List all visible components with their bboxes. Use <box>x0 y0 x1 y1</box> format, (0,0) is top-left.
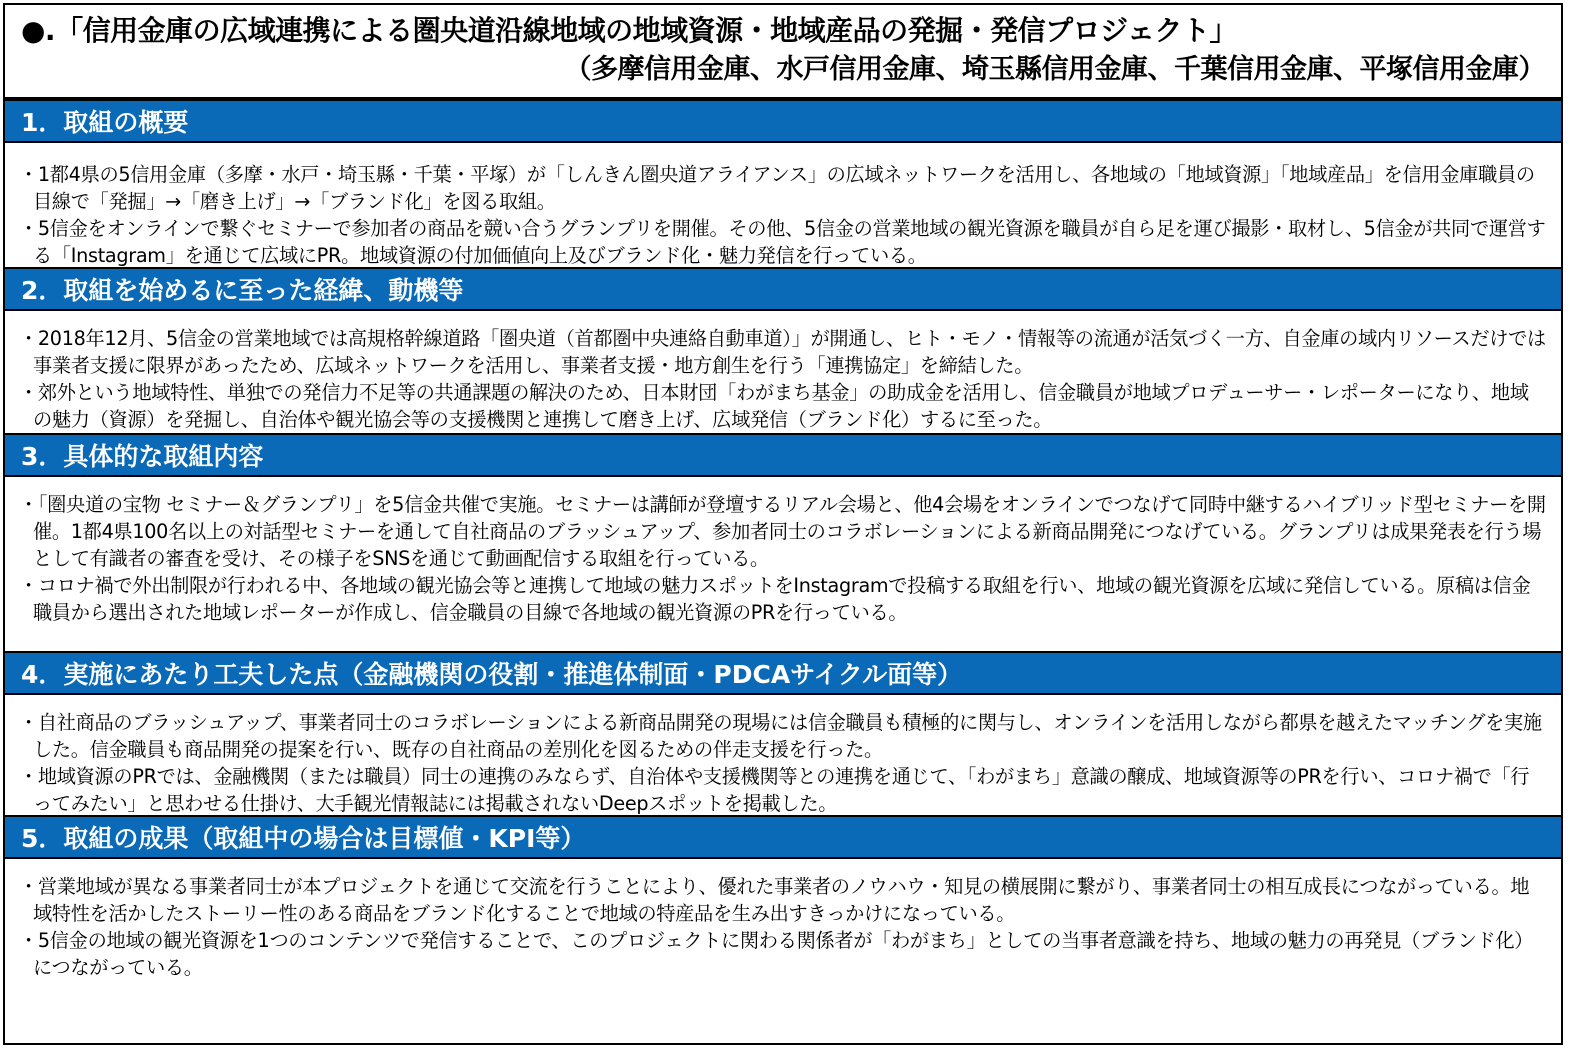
list-item: ・2018年12月、5信金の営業地域では高規格幹線道路「圏央道（首都圏中央連絡自動車道）」が開通し、ヒト・モノ・情報等の流通が活気づく一方、自金庫の域内リソースだけでは事業者支援に限界があったため、広域ネットワークを活用し、事業者支援・地方創生を行う「連携協定」を締結した。 <box>19 327 1546 377</box>
list-item: ・5信金の地域の観光資源を1つのコンテンツで発信することで、このプロジェクトに関わる関係者が「わがまち」としての当事者意識を持ち、地域の魅力の再発見（ブランド化）につながっている。 <box>19 929 1534 979</box>
list-item: ・地域資源のPRでは、金融機関（または職員）同士の連携のみならず、自治体や支援機関等との連携を通じて、「わがまち」意識の醸成、地域資源等のPRを行い、コロナ禍で「行ってみたい」と思わせる仕掛け、大手観光情報誌には掲載されないDeepスポットを掲載した。 <box>19 765 1530 815</box>
list-item: ・郊外という地域特性、単独での発信力不足等の共通課題の解決のため、日本財団「わがまち基金」の助成金を活用し、信金職員が地域プロデューサー・レポーターになり、地域の魅力（資源）を発掘し、自治体や観光協会等の支援機関と連携して磨き上げ、広域発信（ブランド化）するに至った。 <box>19 381 1529 431</box>
list-item: ・「圏央道の宝物 セミナー＆グランプリ」を5信金共催で実施。セミナーは講師が登壇するリアル会場と、他4会場をオンラインでつなげて同時中継するハイブリッド型セミナーを開催。1都4県100名以上の対話型セミナーを通して自社商品のブラッシュアップ、参加者同士のコラボレーションによる新商品開発につなげている。グランプリは成果発表を行う場として有識者の審査を受け、その様子をSNSを通じて動画配信する取組を行っている。 <box>19 493 1546 570</box>
section-body-results <box>5 859 1561 989</box>
section-heading-results: 5．取組の成果（取組中の場合は目標値・KPI等） <box>5 815 1561 859</box>
section-body-details <box>5 477 1561 651</box>
title-block <box>5 5 1561 99</box>
list-item: ・5信金をオンラインで繋ぐセミナーで参加者の商品を競い合うグランプリを開催。その他、5信金の営業地域の観光資源を職員が自ら足を運び撮影・取材し、5信金が共同で運営する「Instagram」を通じて広域にPR。地域資源の付加価値向上及びブランド化・魅力発信を行っている。 <box>19 217 1546 267</box>
document-frame <box>3 3 1563 1045</box>
section-body-overview <box>5 143 1561 267</box>
section-heading-background: 2．取組を始めるに至った経緯、動機等 <box>5 267 1561 311</box>
section-heading-ingenuity: 4．実施にあたり工夫した点（金融機関の役割・推進体制面・PDCAサイクル面等） <box>5 651 1561 695</box>
list-item: ・1都4県の5信用金庫（多摩・水戸・埼玉縣・千葉・平塚）が「しんきん圏央道アライアンス」の広域ネットワークを活用し、各地域の「地域資源」「地域産品」を信用金庫職員の目線で「発掘」→「磨き上げ」→「ブランド化」を図る取組。 <box>19 163 1535 213</box>
page-title: ●.「信用金庫の広域連携による圏央道沿線地域の地域資源・地域産品の発掘・発信プロジェクト」 <box>21 14 1238 47</box>
section-body-background <box>5 311 1561 433</box>
section-heading-details: 3．具体的な取組内容 <box>5 433 1561 477</box>
list-item: ・自社商品のブラッシュアップ、事業者同士のコラボレーションによる新商品開発の現場には信金職員も積極的に関与し、オンラインを活用しながら都県を越えたマッチングを実施した。信金職員も商品開発の提案を行い、既存の自社商品の差別化を図るための伴走支援を行った。 <box>19 711 1542 761</box>
list-item: ・コロナ禍で外出制限が行われる中、各地域の観光協会等と連携して地域の魅力スポットをInstagramで投稿する取組を行い、地域の観光資源を広域に発信している。原稿は信金職員から選出された地域レポーターが作成し、信金職員の目線で各地域の観光資源のPRを行っている。 <box>19 574 1531 624</box>
section-heading-overview: 1．取組の概要 <box>5 99 1561 143</box>
page-subtitle: （多摩信用金庫、水戸信用金庫、埼玉縣信用金庫、千葉信用金庫、平塚信用金庫） <box>564 54 1545 85</box>
section-body-ingenuity <box>5 695 1561 815</box>
list-item: ・営業地域が異なる事業者同士が本プロジェクトを通じて交流を行うことにより、優れた事業者のノウハウ・知見の横展開に繋がり、事業者同士の相互成長につながっている。地域特性を活かしたストーリー性のある商品をブランド化することで地域の特産品を生み出すきっかけになっている。 <box>19 875 1530 925</box>
